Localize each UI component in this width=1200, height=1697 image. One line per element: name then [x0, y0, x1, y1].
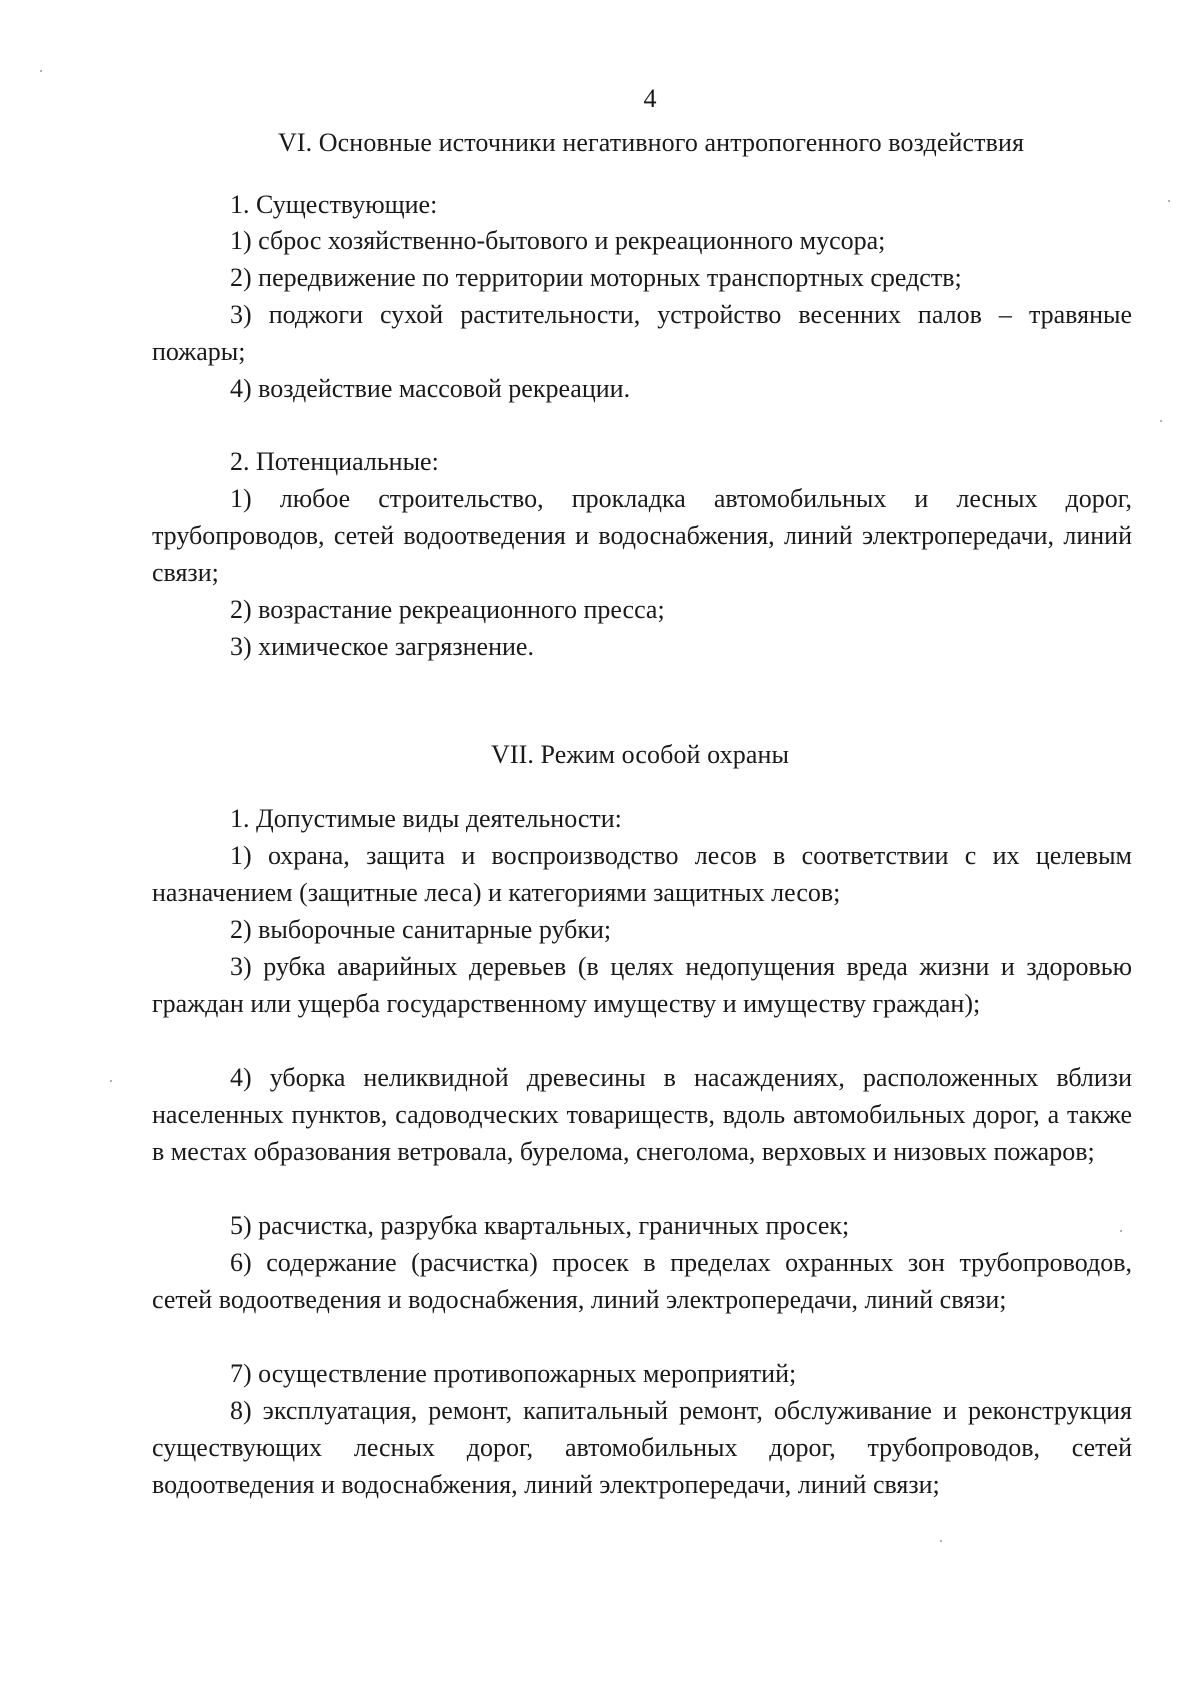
existing-item-2: 2) передвижение по территории моторных транспортных средств; — [230, 263, 962, 292]
allowed-item-3: 3) рубка аварийных деревьев (в целях недопущения вреда жизни и здоровью граждан или ущерба государственному имуществу и имуществу граждан); — [152, 952, 1132, 1018]
existing-item-1: 1) сброс хозяйственно-бытового и рекреационного мусора; — [230, 226, 886, 255]
section-7-title: VII. Режим особой охраны — [490, 740, 790, 769]
allowed-item-5: 5) расчистка, разрубка квартальных, граничных просек; — [230, 1211, 850, 1240]
scan-speck — [1168, 200, 1170, 202]
scan-speck — [40, 70, 42, 72]
potential-item-3: 3) химическое загрязнение. — [230, 632, 534, 661]
existing-item-3: 3) поджоги сухой растительности, устройство весенних палов – травяные пожары; — [152, 300, 1132, 366]
scan-speck — [1120, 1230, 1122, 1232]
allowed-heading: 1. Допустимые виды деятельности: — [230, 804, 622, 833]
allowed-item-2: 2) выборочные санитарные рубки; — [230, 915, 612, 944]
potential-item-1: 1) любое строительство, прокладка автомобильных и лесных дорог, трубопроводов, сетей водоотведения и водоснабжения, линий электропередачи, линий связи; — [152, 484, 1132, 587]
allowed-item-4: 4) уборка неликвидной древесины в насаждениях, расположенных вблизи населенных пунктов, садоводческих товариществ, вдоль автомобильных дорог, а также в местах образования ветровала, бурелома, снеголома, верховых и низовых пожаров; — [152, 1063, 1132, 1166]
section-6-title: VI. Основные источники негативного антропогенного воздействия — [277, 128, 1025, 157]
allowed-item-8: 8) эксплуатация, ремонт, капитальный ремонт, обслуживание и реконструкция существующих лесных дорог, автомобильных дорог, трубопроводов, сетей водоотведения и водоснабжения, линий электропередачи, линий связи; — [152, 1396, 1132, 1499]
existing-heading: 1. Существующие: — [230, 190, 438, 219]
allowed-item-1: 1) охрана, защита и воспроизводство лесов в соответствии с их целевым назначением (защитные леса) и категориями защитных лесов; — [152, 841, 1132, 907]
page-number: 4 — [643, 84, 657, 113]
scan-speck — [1160, 420, 1162, 422]
potential-heading: 2. Потенциальные: — [230, 447, 439, 476]
scan-speck — [940, 1540, 942, 1542]
existing-item-4: 4) воздействие массовой рекреации. — [230, 374, 631, 403]
potential-item-2: 2) возрастание рекреационного пресса; — [230, 595, 665, 624]
scan-speck — [110, 1080, 112, 1082]
allowed-item-6: 6) содержание (расчистка) просек в пределах охранных зон трубопроводов, сетей водоотведения и водоснабжения, линий электропередачи, линий связи; — [152, 1248, 1132, 1314]
allowed-item-7: 7) осуществление противопожарных мероприятий; — [230, 1359, 797, 1388]
